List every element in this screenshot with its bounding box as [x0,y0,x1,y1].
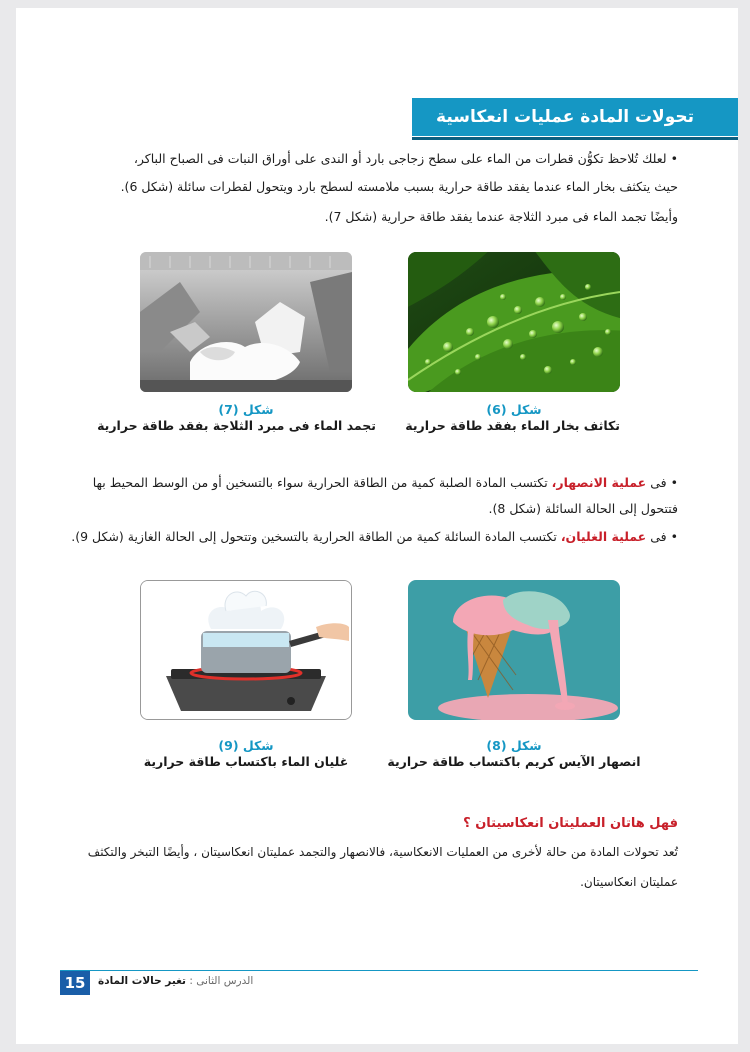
intro-line-3: وأيضًا تجمد الماء فى مبرد الثلاجة عندما يفقد طاقة حرارية (شكل 7). [324,209,678,224]
ice-cream-image [408,580,620,720]
leaf-dew-image [408,252,620,392]
boiling-water-photo [140,580,352,720]
footer-lesson-title: الدرس الثانى : تغير حالات المادة [98,975,254,987]
fig9-label: شكل (9) [218,738,274,753]
melting-line-1: •فى عملية الانصهار، تكتسب المادة الصلبة كمية من الطاقة الحرارية سواء بالتسخين أو من الوسط المحيط بها [92,475,678,490]
answer-line-1: تُعد تحولات المادة من حالة لأخرى من العمليات الانعكاسية، فالانصهار والتجمد عمليتان انعكاسيتان ، وأيضًا التبخر والتكثف [87,845,678,859]
footer-divider [60,970,698,971]
bullet-icon: • [670,529,678,544]
boiling-line: •فى عملية الغليان، تكتسب المادة السائلة كمية من الطاقة الحرارية بالتسخين وتتحول إلى الحالة الغازية (شكل 9). [71,529,678,544]
boiling-water-image [141,581,351,719]
page-number: 15 [60,971,90,995]
answer-line-2: عمليتان انعكاسيتان. [580,875,678,889]
melting-line-2: فتتحول إلى الحالة السائلة (شكل 8). [488,501,678,516]
leaf-dew-photo [408,252,620,392]
fig7-label: شكل (7) [218,402,274,417]
freezer-ice-image [140,252,352,392]
fig6-label: شكل (6) [486,402,542,417]
textbook-page [16,8,738,1044]
ice-cream-photo [408,580,620,720]
fig8-label: شكل (8) [486,738,542,753]
freezer-ice-photo [140,252,352,392]
bullet-icon: • [670,151,678,166]
question-heading: فهل هاتان العمليتان انعكاسيتان ؟ [463,816,678,831]
intro-line-1: •لعلك تُلاحظ تكوُّن قطرات من الماء على سطح زجاجى بارد أو الندى على أوراق النبات فى الصباح الباكر، [133,151,678,166]
section-title: تحولات المادة عمليات انعكاسية [436,107,694,127]
intro-line-2: حيث يتكثف بخار الماء عندما يفقد طاقة حرارية بسبب ملامسته لسطح بارد ويتحول لقطرات سائلة (شكل 6). [120,179,678,194]
fig9-caption: غليان الماء باكتساب طاقة حرارية [143,754,349,769]
fig8-caption: انصهار الآيس كريم باكتساب طاقة حرارية [387,754,641,769]
fig7-caption: تجمد الماء فى مبرد الثلاجة بفقد طاقة حرارية [97,418,376,433]
section-title-bar [412,98,738,136]
fig6-caption: تكاثف بخار الماء بفقد طاقة حرارية [405,418,620,433]
bullet-icon: • [670,475,678,490]
